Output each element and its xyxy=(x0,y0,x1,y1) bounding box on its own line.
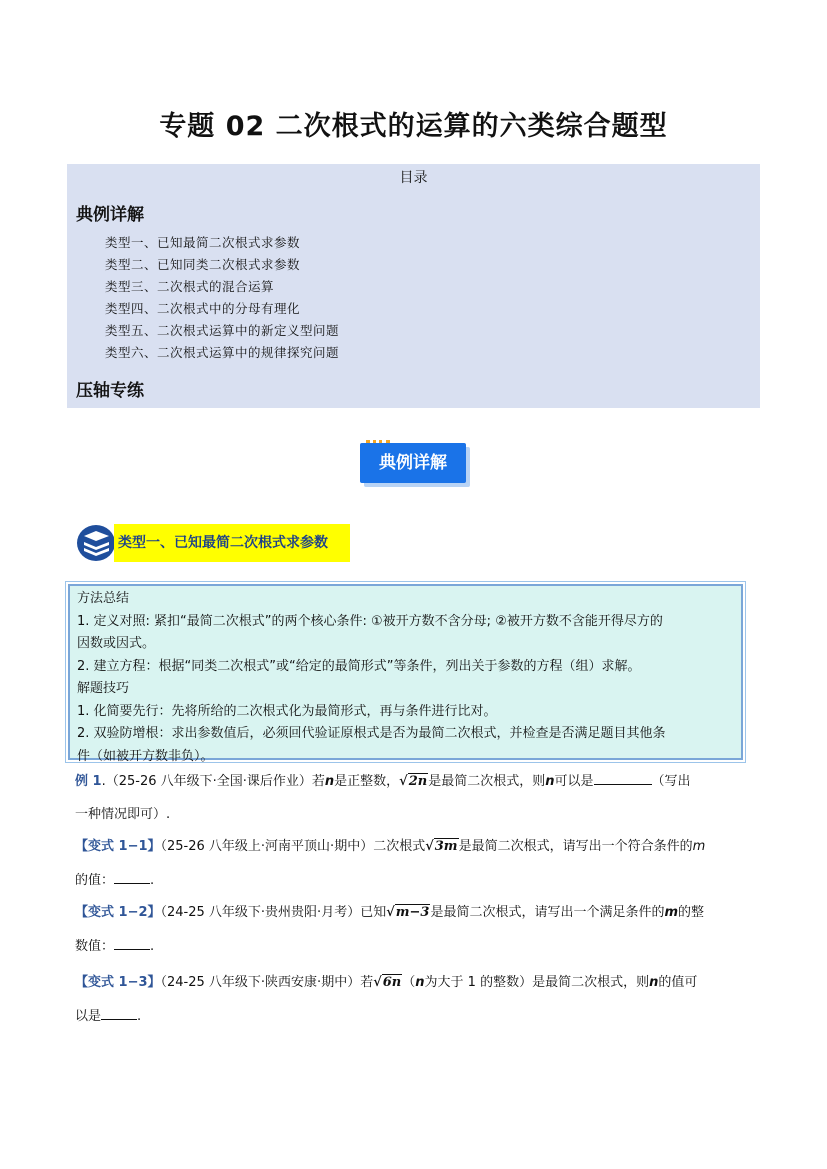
toc-item[interactable]: 类型三、二次根式的混合运算 xyxy=(105,279,275,294)
question-text: 的整 xyxy=(678,905,705,920)
table-of-contents xyxy=(67,164,760,408)
question-text: 的值可 xyxy=(658,975,698,990)
sqrt-expression: √6n xyxy=(373,975,402,990)
books-icon xyxy=(76,524,116,562)
toc-item[interactable]: 类型一、已知最简二次根式求参数 xyxy=(105,235,301,250)
toc-section-exercises[interactable]: 压轴专练 xyxy=(76,381,144,401)
radicand: 2n xyxy=(408,774,428,789)
toc-item[interactable]: 类型二、已知同类二次根式求参数 xyxy=(105,257,301,272)
question-text: .（25-26 八年级下·全国·课后作业）若 xyxy=(101,774,325,789)
question-text: . xyxy=(137,1009,142,1024)
question-text: （24-25 八年级下·陕西安康·期中）若 xyxy=(160,975,374,990)
math-var: n xyxy=(415,975,425,990)
math-var: m xyxy=(692,839,706,854)
math-var: m xyxy=(664,905,679,920)
radicand: 3m xyxy=(434,839,458,854)
math-var: n xyxy=(324,774,335,789)
question-text: （写出 xyxy=(651,774,691,789)
method-line: 因数或因式。 xyxy=(77,636,156,651)
sqrt-expression: √m−3 xyxy=(386,905,430,920)
question-text: 的值： xyxy=(75,873,115,888)
sqrt-expression: √3m xyxy=(425,839,458,854)
answer-blank[interactable] xyxy=(114,935,150,950)
question-label: 【变式 1−1】 xyxy=(75,839,161,854)
method-line: 1. 化简要先行：先将所给的二次根式化为最简形式，再与条件进行比对。 xyxy=(77,703,497,719)
section-banner: 典例详解 xyxy=(360,443,466,483)
question-text: 是正整数， xyxy=(334,774,400,789)
question-text: . xyxy=(150,873,155,888)
method-line: 件（如被开方数非负）。 xyxy=(77,748,214,764)
variant-question xyxy=(75,972,755,1028)
question-text: 为大于 1 的整数）是最简二次根式，则 xyxy=(424,975,650,990)
question-text: （ xyxy=(402,975,416,990)
toc-heading: 目录 xyxy=(399,170,428,186)
toc-item[interactable]: 类型四、二次根式中的分母有理化 xyxy=(105,301,301,316)
toc-section-examples[interactable]: 典例详解 xyxy=(76,205,144,225)
method-line: 1. 定义对照: 紧扣“最简二次根式”的两个核心条件: ①被开方数不含分母; ②被开方数不含能开得尽方的 xyxy=(77,613,663,629)
question-text: 是最简二次根式，则 xyxy=(428,774,546,789)
radicand: 6n xyxy=(382,975,402,990)
toc-item[interactable]: 类型六、二次根式运算中的规律探究问题 xyxy=(105,345,340,360)
method-summary-box xyxy=(68,584,743,764)
question-text: （24-25 八年级下·贵州贵阳·月考）已知 xyxy=(160,905,387,920)
method-line: 方法总结 xyxy=(77,591,130,606)
question-label: 例 1 xyxy=(75,774,102,789)
example-question xyxy=(75,770,755,826)
question-text: （25-26 八年级上·河南平顶山·期中）二次根式 xyxy=(160,839,426,854)
method-line: 解题技巧 xyxy=(77,681,130,696)
answer-blank[interactable] xyxy=(101,1005,137,1020)
question-label: 【变式 1−3】 xyxy=(75,975,161,990)
question-text: 可以是 xyxy=(554,774,594,789)
method-line: 2. 双验防增根：求出参数值后，必须回代验证原根式是否为最简二次根式，并检查是否满足题目其他条 xyxy=(77,726,666,741)
method-line: 2. 建立方程：根据“同类二次根式”或“给定的最简形式”等条件，列出关于参数的方程（组）求解。 xyxy=(77,658,641,674)
question-text: 以是 xyxy=(75,1009,102,1024)
toc-item[interactable]: 类型五、二次根式运算中的新定义型问题 xyxy=(105,323,340,338)
variant-question xyxy=(75,836,755,892)
answer-blank[interactable] xyxy=(114,869,150,884)
answer-blank[interactable] xyxy=(594,770,652,785)
sqrt-expression: √2n xyxy=(399,774,428,789)
question-text: . xyxy=(150,939,155,954)
variant-question xyxy=(75,902,755,958)
question-text: 一种情况即可）. xyxy=(75,807,171,822)
question-label: 【变式 1−2】 xyxy=(75,905,161,920)
question-text: 是最简二次根式，请写出一个满足条件的 xyxy=(430,905,665,920)
page-title: 专题 02 二次根式的运算的六类综合题型 xyxy=(159,111,668,142)
math-var: n xyxy=(649,975,659,990)
math-var: n xyxy=(545,774,555,789)
question-text: 是最简二次根式，请写出一个符合条件的 xyxy=(458,839,693,854)
radicand: m−3 xyxy=(395,905,430,920)
type-heading: 类型一、已知最简二次根式求参数 xyxy=(114,524,350,562)
question-text: 数值： xyxy=(75,939,115,954)
